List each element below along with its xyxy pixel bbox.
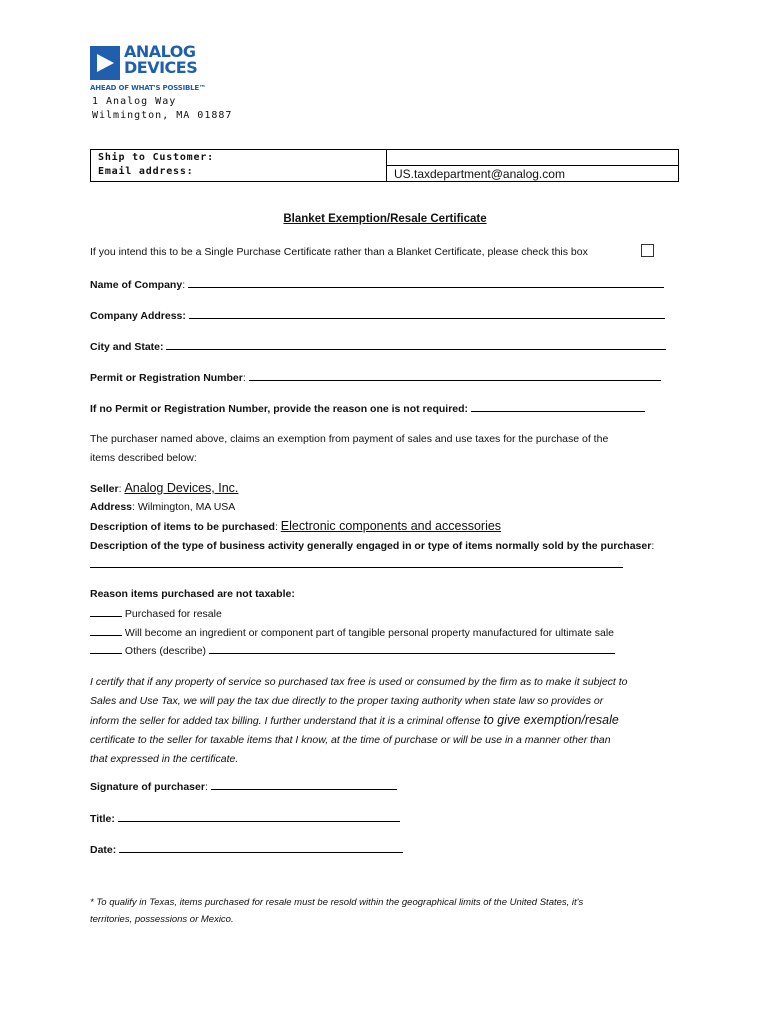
reason-resale-blank[interactable] — [90, 606, 122, 617]
permit-label: Permit or Registration Number — [90, 372, 243, 384]
date-field[interactable] — [90, 842, 403, 856]
signature-label: Signature of purchaser — [90, 781, 205, 793]
address-line-1: 1 Analog Way — [92, 96, 177, 107]
single-purchase-checkbox[interactable] — [641, 244, 654, 257]
company-name-field[interactable]: Name of Company: — [90, 277, 664, 291]
seller-label: Seller — [90, 483, 119, 495]
title-field[interactable] — [90, 811, 400, 825]
reasons-heading: Reason items purchased are not taxable: — [90, 588, 295, 600]
reason-resale-option[interactable] — [90, 606, 222, 620]
table-divider — [386, 165, 679, 166]
ship-to-table — [90, 149, 679, 182]
email-label: Email address: — [98, 166, 194, 177]
seller-address-label: Address — [90, 501, 133, 513]
document-title: Blanket Exemption/Resale Certificate — [283, 213, 487, 225]
seller-address-value: Wilmington, MA USA — [137, 501, 236, 513]
reason-others-option[interactable] — [90, 643, 615, 657]
reason-ingredient-blank[interactable] — [90, 625, 122, 636]
exemption-claim-paragraph: The purchaser named above, claims an exemption from payment of sales and use taxes for the purchase of the items described below: — [90, 433, 609, 464]
permit-field[interactable]: Permit or Registration Number: — [90, 370, 661, 384]
reason-resale-label: Purchased for resale — [124, 608, 222, 620]
permit-line[interactable] — [249, 370, 661, 381]
business-activity-label: Description of the type of business activity generally engaged in or type of items normally sold by the purchaser — [90, 540, 652, 552]
title-line[interactable] — [118, 811, 400, 822]
signature-line[interactable] — [211, 779, 397, 790]
date-line[interactable] — [119, 842, 403, 853]
company-address-line[interactable] — [189, 308, 665, 319]
logo-triangle-icon — [90, 46, 120, 80]
company-address-field[interactable] — [90, 308, 665, 322]
city-state-field[interactable] — [90, 339, 666, 353]
seller-address-row: Address: Wilmington, MA USA — [90, 501, 236, 513]
texas-footnote: * To qualify in Texas, items purchased for resale must be resold within the geographical limits of the United States, it's territories, possessions or Mexico. — [90, 897, 584, 925]
business-activity-field[interactable] — [90, 557, 623, 571]
no-permit-label: If no Permit or Registration Number, provide the reason one is not required: — [90, 403, 469, 415]
seller-row: Seller: Analog Devices, Inc. — [90, 481, 239, 495]
reason-others-blank[interactable] — [90, 643, 122, 654]
ship-to-label: Ship to Customer: — [98, 152, 214, 163]
logo-wordmark: ANALOG DEVICES — [124, 42, 198, 77]
business-activity-row: Description of the type of business activity generally engaged in or type of items normally sold by the purchaser: — [90, 540, 655, 552]
items-description-value: Electronic components and accessories — [280, 519, 502, 533]
company-name-line[interactable] — [188, 277, 664, 288]
date-label: Date: — [90, 844, 117, 856]
address-line-2: Wilmington, MA 01887 — [92, 110, 233, 121]
certification-paragraph: I certify that if any property of service so purchased tax free is used or consumed by the firm as to make it subject to Sales and Use Tax, we will pay the tax due directly to the proper taxing authority when state law so provides or inform the seller for added tax billing. I further understand that it is a criminal offense to give exemption/resale certificate to the seller for taxable items that I know, at the time of purchase or will be use in a manner other than that expressed in the certificate. — [90, 676, 628, 765]
no-permit-line[interactable] — [471, 401, 645, 412]
seller-value: Analog Devices, Inc. — [124, 481, 239, 495]
email-value: US.taxdepartment@analog.com — [394, 167, 565, 181]
items-description-row: Description of items to be purchased: Electronic components and accessories — [90, 519, 502, 533]
single-purchase-instruction: If you intend this to be a Single Purchase Certificate rather than a Blanket Certificate, please check this box — [90, 246, 588, 258]
city-state-label: City and State: — [90, 341, 164, 353]
company-address-label: Company Address: — [90, 310, 186, 322]
no-permit-field[interactable] — [90, 401, 645, 415]
reason-ingredient-label: Will become an ingredient or component part of tangible personal property manufactured for ultimate sale — [124, 627, 615, 639]
signature-field[interactable]: Signature of purchaser: — [90, 779, 397, 793]
business-activity-line[interactable] — [90, 557, 623, 568]
items-description-label: Description of items to be purchased — [90, 521, 275, 533]
city-state-line[interactable] — [166, 339, 666, 350]
company-name-label: Name of Company — [90, 279, 183, 291]
company-address-block — [92, 95, 232, 123]
reason-others-label: Others (describe) — [124, 645, 207, 657]
title-label: Title: — [90, 813, 115, 825]
logo-tagline: AHEAD OF WHAT'S POSSIBLE™ — [90, 84, 206, 92]
reason-others-line[interactable] — [209, 643, 615, 654]
reason-ingredient-option[interactable] — [90, 625, 614, 639]
